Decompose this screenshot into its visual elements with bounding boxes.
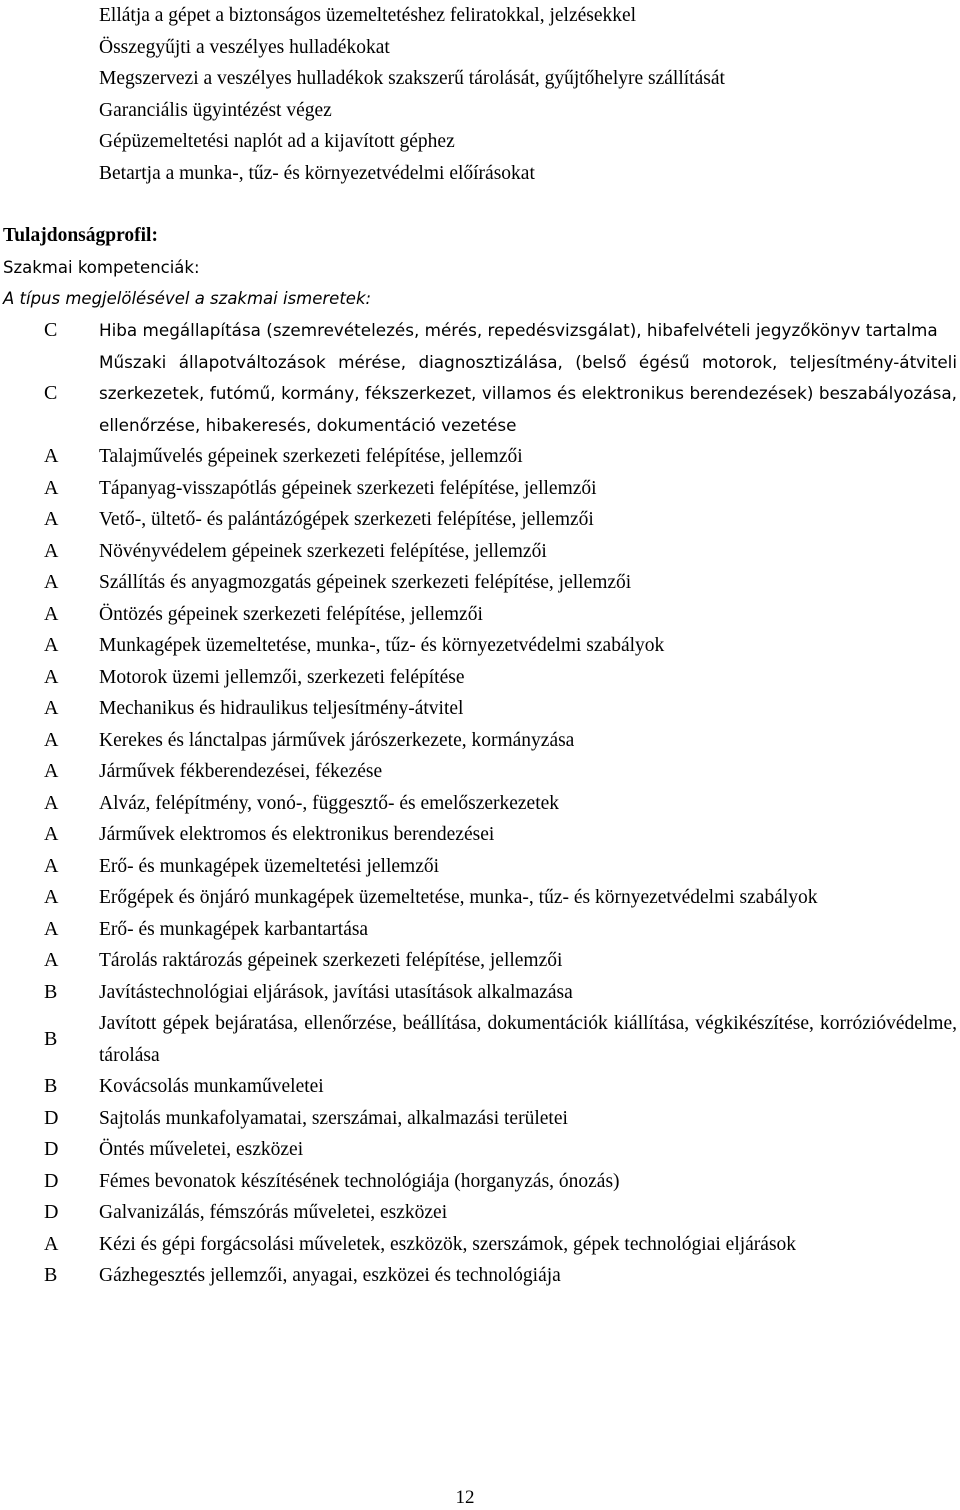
competency-text: Járművek fékberendezései, fékezése [99, 761, 383, 782]
type-code: B [44, 1264, 58, 1287]
competency-text: Öntözés gépeinek szerkezeti felépítése, jellemzői [99, 603, 483, 625]
intro-line: Gépüzemeltetési naplót ad a kijavított géphez [99, 131, 455, 152]
competency-text: Tápanyag-visszapótlás gépeinek szerkezeti felépítése, jellemzői [99, 477, 597, 499]
type-code: A [44, 917, 59, 940]
section-subsubheading: A típus megjelölésével a szakmai ismeretek: [3, 289, 372, 308]
section-subheading: Szakmai kompetenciák: [3, 258, 200, 277]
section-heading: Tulajdonságprofil: [3, 225, 158, 246]
competency-text: Munkagépek üzemeltetése, munka-, tűz- és környezetvédelmi szabályok [99, 635, 665, 656]
type-code: A [44, 791, 59, 814]
type-code: B [44, 1028, 58, 1050]
competency-text: Növényvédelem gépeinek szerkezeti felépítése, jellemzői [99, 540, 547, 562]
competency-list [0, 315, 960, 1292]
competency-text: Öntés műveletei, eszközei [99, 1139, 304, 1160]
competency-text: Hiba megállapítása (szemrevételezés, mérés, repedésvizsgálat), hibafelvételi jegyzőkönyv tartalma [99, 320, 938, 340]
type-code: D [44, 1169, 59, 1192]
competency-text: Járművek elektromos és elektronikus berendezései [99, 824, 495, 845]
type-code: B [44, 1075, 58, 1098]
type-code: C [44, 382, 58, 405]
competency-text: Sajtolás munkafolyamatai, szerszámai, alkalmazási területei [99, 1107, 568, 1129]
competency-item [0, 1071, 960, 1103]
intro-line: Megszervezi a veszélyes hulladékok szakszerű tárolását, gyűjtőhelyre szállítását [99, 68, 725, 89]
type-code: A [44, 697, 59, 720]
type-code: A [44, 476, 59, 499]
page-number: 12 [455, 1487, 475, 1508]
type-code: A [44, 508, 59, 531]
competency-item [0, 599, 960, 631]
competency-text: Galvanizálás, fémszórás műveletei, eszközei [99, 1202, 448, 1223]
intro-line: Betartja a munka-, tűz- és környezetvédelmi előírásokat [99, 162, 535, 184]
competency-item [0, 882, 960, 914]
type-code: A [44, 539, 59, 562]
type-code: A [44, 634, 59, 657]
competency-item [0, 1260, 960, 1292]
competency-text: Javítástechnológiai eljárások, javítási utasítások alkalmazása [99, 981, 573, 1003]
competency-text: Motorok üzemi jellemzői, szerkezeti felépítése [99, 666, 465, 688]
competency-item [0, 630, 960, 662]
competency-item [0, 819, 960, 851]
competency-item [0, 441, 960, 473]
competency-item [0, 347, 960, 442]
competency-item [0, 1166, 960, 1198]
competency-item [0, 1134, 960, 1166]
competency-text: Fémes bevonatok készítésének technológiája (horganyzás, ónozás) [99, 1170, 620, 1192]
competency-text: Tárolás raktározás gépeinek szerkezeti felépítése, jellemzői [99, 950, 563, 971]
type-code: A [44, 854, 59, 877]
competency-text: Javított gépek bejáratása, ellenőrzése, beállítása, dokumentációk kiállítása, végkikészítése, korrózióvédelme, tárolása [99, 1013, 957, 1066]
type-code: A [44, 1232, 59, 1255]
competency-item [0, 1103, 960, 1135]
competency-text: Alváz, felépítmény, vonó-, függesztő- és emelőszerkezetek [99, 792, 560, 814]
competency-item [0, 662, 960, 694]
type-code: A [44, 760, 59, 783]
competency-item [0, 945, 960, 977]
competency-text: Kerekes és lánctalpas járművek járószerkezete, kormányzása [99, 729, 575, 751]
type-code: B [44, 980, 58, 1003]
competency-text: Szállítás és anyagmozgatás gépeinek szerkezeti felépítése, jellemzői [99, 572, 632, 593]
competency-item [0, 536, 960, 568]
competency-text: Erő- és munkagépek üzemeltetési jellemzői [99, 855, 440, 877]
type-code: A [44, 886, 59, 909]
competency-text: Kézi és gépi forgácsolási műveletek, eszközök, szerszámok, gépek technológiai eljárások [99, 1233, 797, 1255]
type-code: A [44, 949, 59, 972]
competency-text: Műszaki állapotváltozások mérése, diagnosztizálása, (belső égésű motorok, teljesítmény-átviteli szerkezetek, futómű, kormány, fékszerkezet, villamos és elektronikus berendezések) beszabályozása, ellenőrzése, hibakeresés, dokumentáció vezetése [99, 351, 957, 435]
competency-item [0, 567, 960, 599]
competency-item [0, 1008, 960, 1071]
type-code: A [44, 823, 59, 846]
competency-text: Talajművelés gépeinek szerkezeti felépítése, jellemzői [99, 446, 523, 467]
type-code: C [44, 319, 58, 342]
type-code: A [44, 445, 59, 468]
intro-list [99, 0, 959, 189]
intro-line: Összegyűjti a veszélyes hulladékokat [99, 36, 390, 58]
type-code: D [44, 1201, 59, 1224]
competency-item [0, 473, 960, 505]
competency-item [0, 977, 960, 1009]
competency-item [0, 1229, 960, 1261]
competency-text: Erő- és munkagépek karbantartása [99, 918, 369, 940]
competency-item [0, 851, 960, 883]
competency-text: Erőgépek és önjáró munkagépek üzemeltetése, munka-, tűz- és környezetvédelmi szabályok [99, 887, 818, 908]
intro-line: Garanciális ügyintézést végez [99, 99, 332, 121]
competency-text: Mechanikus és hidraulikus teljesítmény-átvitel [99, 698, 464, 719]
type-code: D [44, 1138, 59, 1161]
competency-text: Gázhegesztés jellemzői, anyagai, eszközei és technológiája [99, 1265, 561, 1286]
competency-item [0, 756, 960, 788]
intro-line: Ellátja a gépet a biztonságos üzemeltetéshez feliratokkal, jelzésekkel [99, 5, 637, 26]
competency-item [0, 504, 960, 536]
competency-item [0, 914, 960, 946]
competency-item [0, 1197, 960, 1229]
type-code: A [44, 571, 59, 594]
type-code: A [44, 602, 59, 625]
type-code: A [44, 728, 59, 751]
competency-item [0, 315, 960, 347]
competency-text: Kovácsolás munkaműveletei [99, 1076, 324, 1097]
competency-item [0, 788, 960, 820]
competency-text: Vető-, ültető- és palántázógépek szerkezeti felépítése, jellemzői [99, 509, 594, 530]
type-code: A [44, 665, 59, 688]
type-code: D [44, 1106, 59, 1129]
competency-item [0, 693, 960, 725]
competency-item [0, 725, 960, 757]
